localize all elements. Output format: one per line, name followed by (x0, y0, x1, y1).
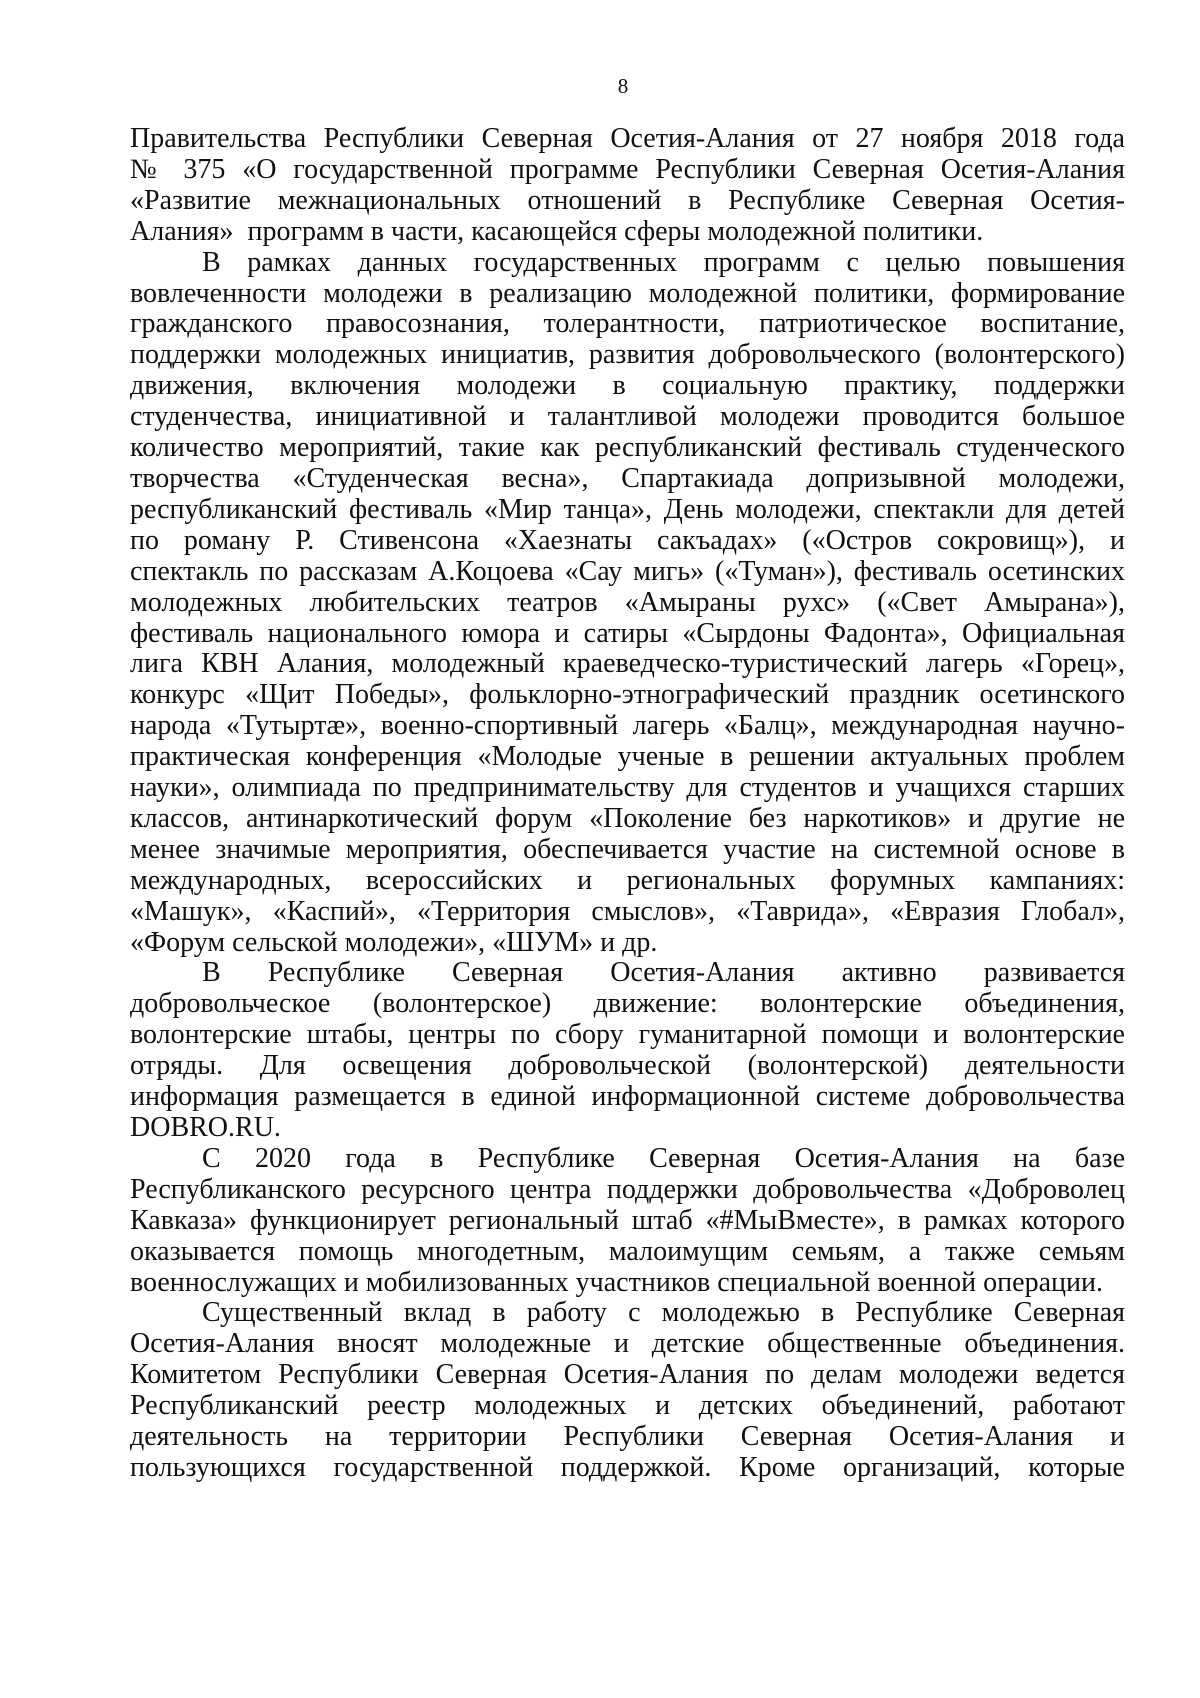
text-line: Комитетом Республики Северная Осетия-Алания по делам молодежи ведется (130, 1359, 1125, 1391)
text-line: движения, включения молодежи в социальную практику, поддержки (130, 370, 1125, 402)
text-line: молодежных любительских театров «Амыраны рухс» («Свет Амырана»), (130, 586, 1125, 618)
text-line: международных, всероссийских и региональных форумных кампаниях: (130, 864, 1125, 896)
text-line: «Форум сельской молодежи», «ШУМ» и др. (130, 926, 658, 958)
text-line: деятельность на территории Республики Северная Осетия-Алания и (130, 1421, 1125, 1453)
text-line: спектакль по рассказам А.Коцоева «Сау мигь» («Туман»), фестиваль осетинских (130, 555, 1125, 587)
text-line: республиканский фестиваль «Мир танца», День молодежи, спектакли для детей (130, 493, 1125, 525)
text-line: С 2020 года в Республике Северная Осетия-Алания на базе (202, 1142, 1125, 1174)
text-line: Кавказа» функционирует региональный штаб «#МыВместе», в рамках которого (130, 1204, 1125, 1236)
text-line: студенчества, инициативной и талантливой молодежи проводится большое (130, 401, 1125, 433)
text-line: Существенный вклад в работу с молодежью в Республике Северная (202, 1297, 1125, 1329)
text-line: Алания» программ в части, касающейся сферы молодежной политики. (130, 215, 984, 247)
text-line: Республиканский реестр молодежных и детских объединений, работают (130, 1390, 1125, 1422)
text-line: классов, антинаркотический форум «Поколение без наркотиков» и другие не (130, 802, 1125, 834)
text-line: № 375 «О государственной программе Республики Северная Осетия-Алания (130, 153, 1125, 185)
paragraph-youth-events (130, 248, 1125, 959)
paragraph-mivmeste-hq (130, 1144, 1125, 1299)
text-line: DOBRO.RU. (130, 1112, 281, 1143)
text-line: науки», олимпиада по предпринимательству для студентов и учащихся старших (130, 772, 1125, 804)
text-line: Республиканского ресурсного центра поддержки добровольчества «Доброволец (130, 1173, 1125, 1205)
text-line: отряды. Для освещения добровольческой (волонтерской) деятельности (130, 1050, 1125, 1082)
text-line: лига КВН Алания, молодежный краеведческо-туристический лагерь «Горец», (130, 648, 1125, 680)
text-line: пользующихся государственной поддержкой. Кроме организаций, которые (130, 1451, 1125, 1483)
text-line: конкурс «Щит Победы», фольклорно-этнографический праздник осетинского (130, 679, 1125, 711)
text-line: В рамках данных государственных программ с целью повышения (202, 246, 1125, 278)
text-line: творчества «Студенческая весна», Спартакиада допризывной молодежи, (130, 462, 1125, 494)
text-line: оказывается помощь многодетным, малоимущим семьям, а также семьям (130, 1235, 1125, 1267)
text-line: военнослужащих и мобилизованных участников специальной военной операции. (130, 1266, 1103, 1298)
page-number: 8 (617, 74, 629, 98)
text-line: «Машук», «Каспий», «Территория смыслов», «Таврида», «Евразия Глобал», (130, 895, 1125, 927)
text-line: волонтерские штабы, центры по сбору гуманитарной помощи и волонтерские (130, 1019, 1125, 1051)
document-body (130, 124, 1125, 1484)
text-line: гражданского правосознания, толерантности, патриотическое воспитание, (130, 308, 1125, 340)
text-line: Правительства Республики Северная Осетия-Алания от 27 ноября 2018 года (130, 123, 1125, 154)
text-line: вовлеченности молодежи в реализацию молодежной политики, формирование (130, 277, 1125, 309)
text-line: добровольческое (волонтерское) движение: волонтерские объединения, (130, 988, 1125, 1020)
text-line: поддержки молодежных инициатив, развития добровольческого (волонтерского) (130, 339, 1125, 371)
text-line: фестиваль национального юмора и сатиры «Сырдоны Фадонта», Официальная (130, 617, 1125, 649)
text-line: информация размещается в единой информационной системе добровольчества (130, 1081, 1125, 1113)
text-line: количество мероприятий, такие как республиканский фестиваль студенческого (130, 432, 1125, 464)
paragraph-program-reference (130, 124, 1125, 248)
paragraph-youth-associations (130, 1298, 1125, 1483)
text-line: «Развитие межнациональных отношений в Республике Северная Осетия- (130, 184, 1125, 216)
text-line: практическая конференция «Молодые ученые в решении актуальных проблем (130, 741, 1125, 773)
text-line: менее значимые мероприятия, обеспечивается участие на системной основе в (130, 833, 1125, 865)
text-line: народа «Тутыртæ», военно-спортивный лагерь «Балц», международная научно- (130, 710, 1125, 742)
text-line: Осетия-Алания вносят молодежные и детские общественные объединения. (130, 1328, 1125, 1360)
text-line: по роману Р. Стивенсона «Хаезнаты сакъадах» («Остров сокровищ»), и (130, 524, 1125, 556)
paragraph-volunteer-movement (130, 958, 1125, 1143)
text-line: В Республике Северная Осетия-Алания активно развивается (202, 957, 1125, 989)
